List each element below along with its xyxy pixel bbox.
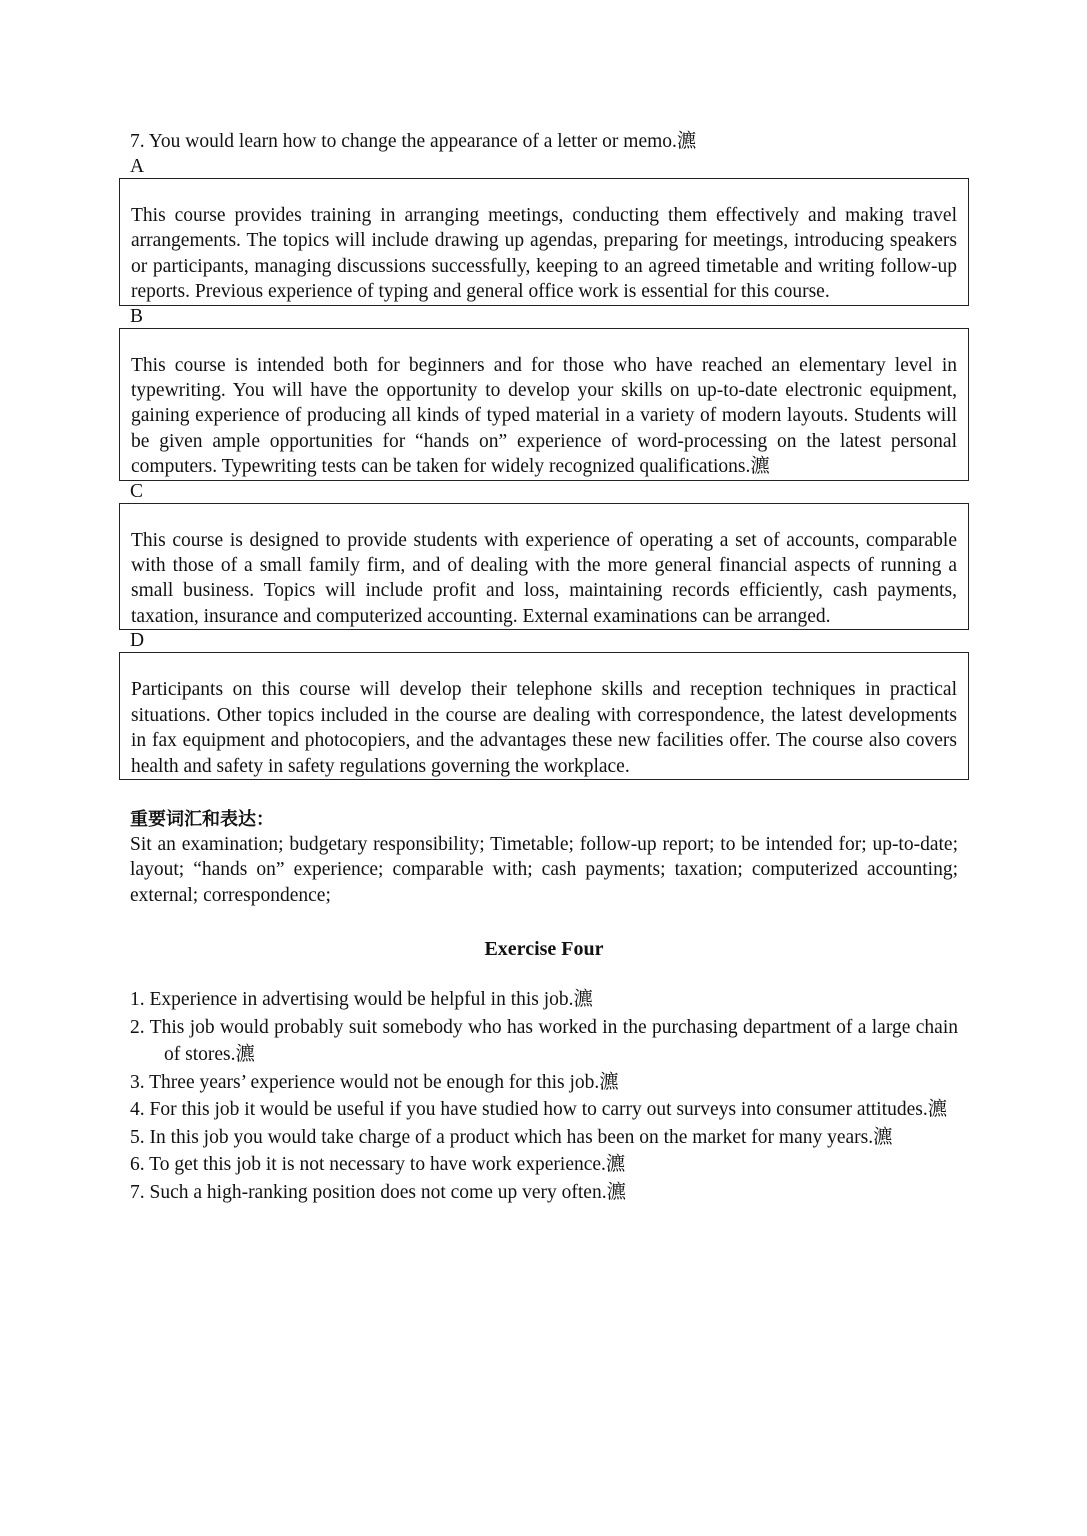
- exercise-item-2: 2. This job would probably suit somebody who has worked in the purchasing department of a large chain of stores.瀌: [130, 1016, 958, 1066]
- vocabulary-text: Sit an examination; budgetary responsibility; Timetable; follow-up report; to be intended for; up-to-date; layout; “hands on” experience; comparable with; cash payments; taxation; computerized accounting; external; correspondence;: [130, 833, 958, 906]
- option-label-a: A: [130, 156, 145, 177]
- option-box-c: [119, 503, 969, 631]
- exercise-item-4: 4. For this job it would be useful if you have studied how to carry out surveys into consumer attitudes.瀌: [130, 1099, 948, 1121]
- option-text-d: Participants on this course will develop their telephone skills and reception techniques in practical situations. Other topics included in the course are dealing with correspondence, the latest developments in fax equipment and photocopiers, and the advantages these new facilities offer. The course also covers health and safety in safety regulations governing the workplace.: [131, 679, 957, 777]
- exercise-items: [119, 986, 969, 1206]
- option-box-d: [119, 652, 969, 780]
- option-label-c: C: [130, 480, 144, 502]
- exercise-title: Exercise Four: [484, 938, 604, 961]
- document-page: [119, 128, 969, 1206]
- option-box-a: [119, 178, 969, 306]
- option-text-c: This course is designed to provide students with experience of operating a set of accounts, comparable with those of a small family firm, and of dealing with the more general financial aspects of running a small business. Topics will include profit and loss, maintaining records efficiently, cash payments, taxation, insurance and computerized accounting. External examinations can be arranged.: [131, 529, 957, 627]
- exercise-item-6: 6. To get this job it is not necessary to have work experience.瀌: [130, 1154, 626, 1176]
- exercise-item-3: 3. Three years’ experience would not be enough for this job.瀌: [130, 1071, 619, 1093]
- exercise-item-5: 5. In this job you would take charge of a product which has been on the market for many years.瀌: [130, 1126, 893, 1148]
- vocabulary-title: 重要词汇和表达：: [130, 808, 274, 830]
- vocabulary-section: [119, 808, 969, 908]
- option-text-a: This course provides training in arranging meetings, conducting them effectively and making travel arrangements. The topics will include drawing up agendas, preparing for meetings, introducing speakers or participants, managing discussions successfully, keeping to an agreed timetable and writing follow-up reports. Previous experience of typing and general office work is essential for this course.: [131, 205, 957, 303]
- exercise-item-7: 7. Such a high-ranking position does not come up very often.瀌: [130, 1181, 627, 1203]
- question-7: 7. You would learn how to change the appearance of a letter or memo.瀌: [130, 131, 697, 152]
- option-label-d: D: [130, 630, 145, 652]
- option-label-b: B: [130, 305, 144, 327]
- option-box-b: [119, 328, 969, 481]
- exercise-item-1: 1. Experience in advertising would be helpful in this job.瀌: [130, 989, 594, 1011]
- option-text-b: This course is intended both for beginners and for those who have reached an elementary level in typewriting. You will have the opportunity to develop your skills on up-to-date electronic equipment, gaining experience of producing all kinds of typed material in a variety of modern layouts. Students will be given ample opportunities for “hands on” experience of word-processing on the latest personal computers. Typewriting tests can be taken for widely recognized qualifications.瀌: [131, 354, 957, 478]
